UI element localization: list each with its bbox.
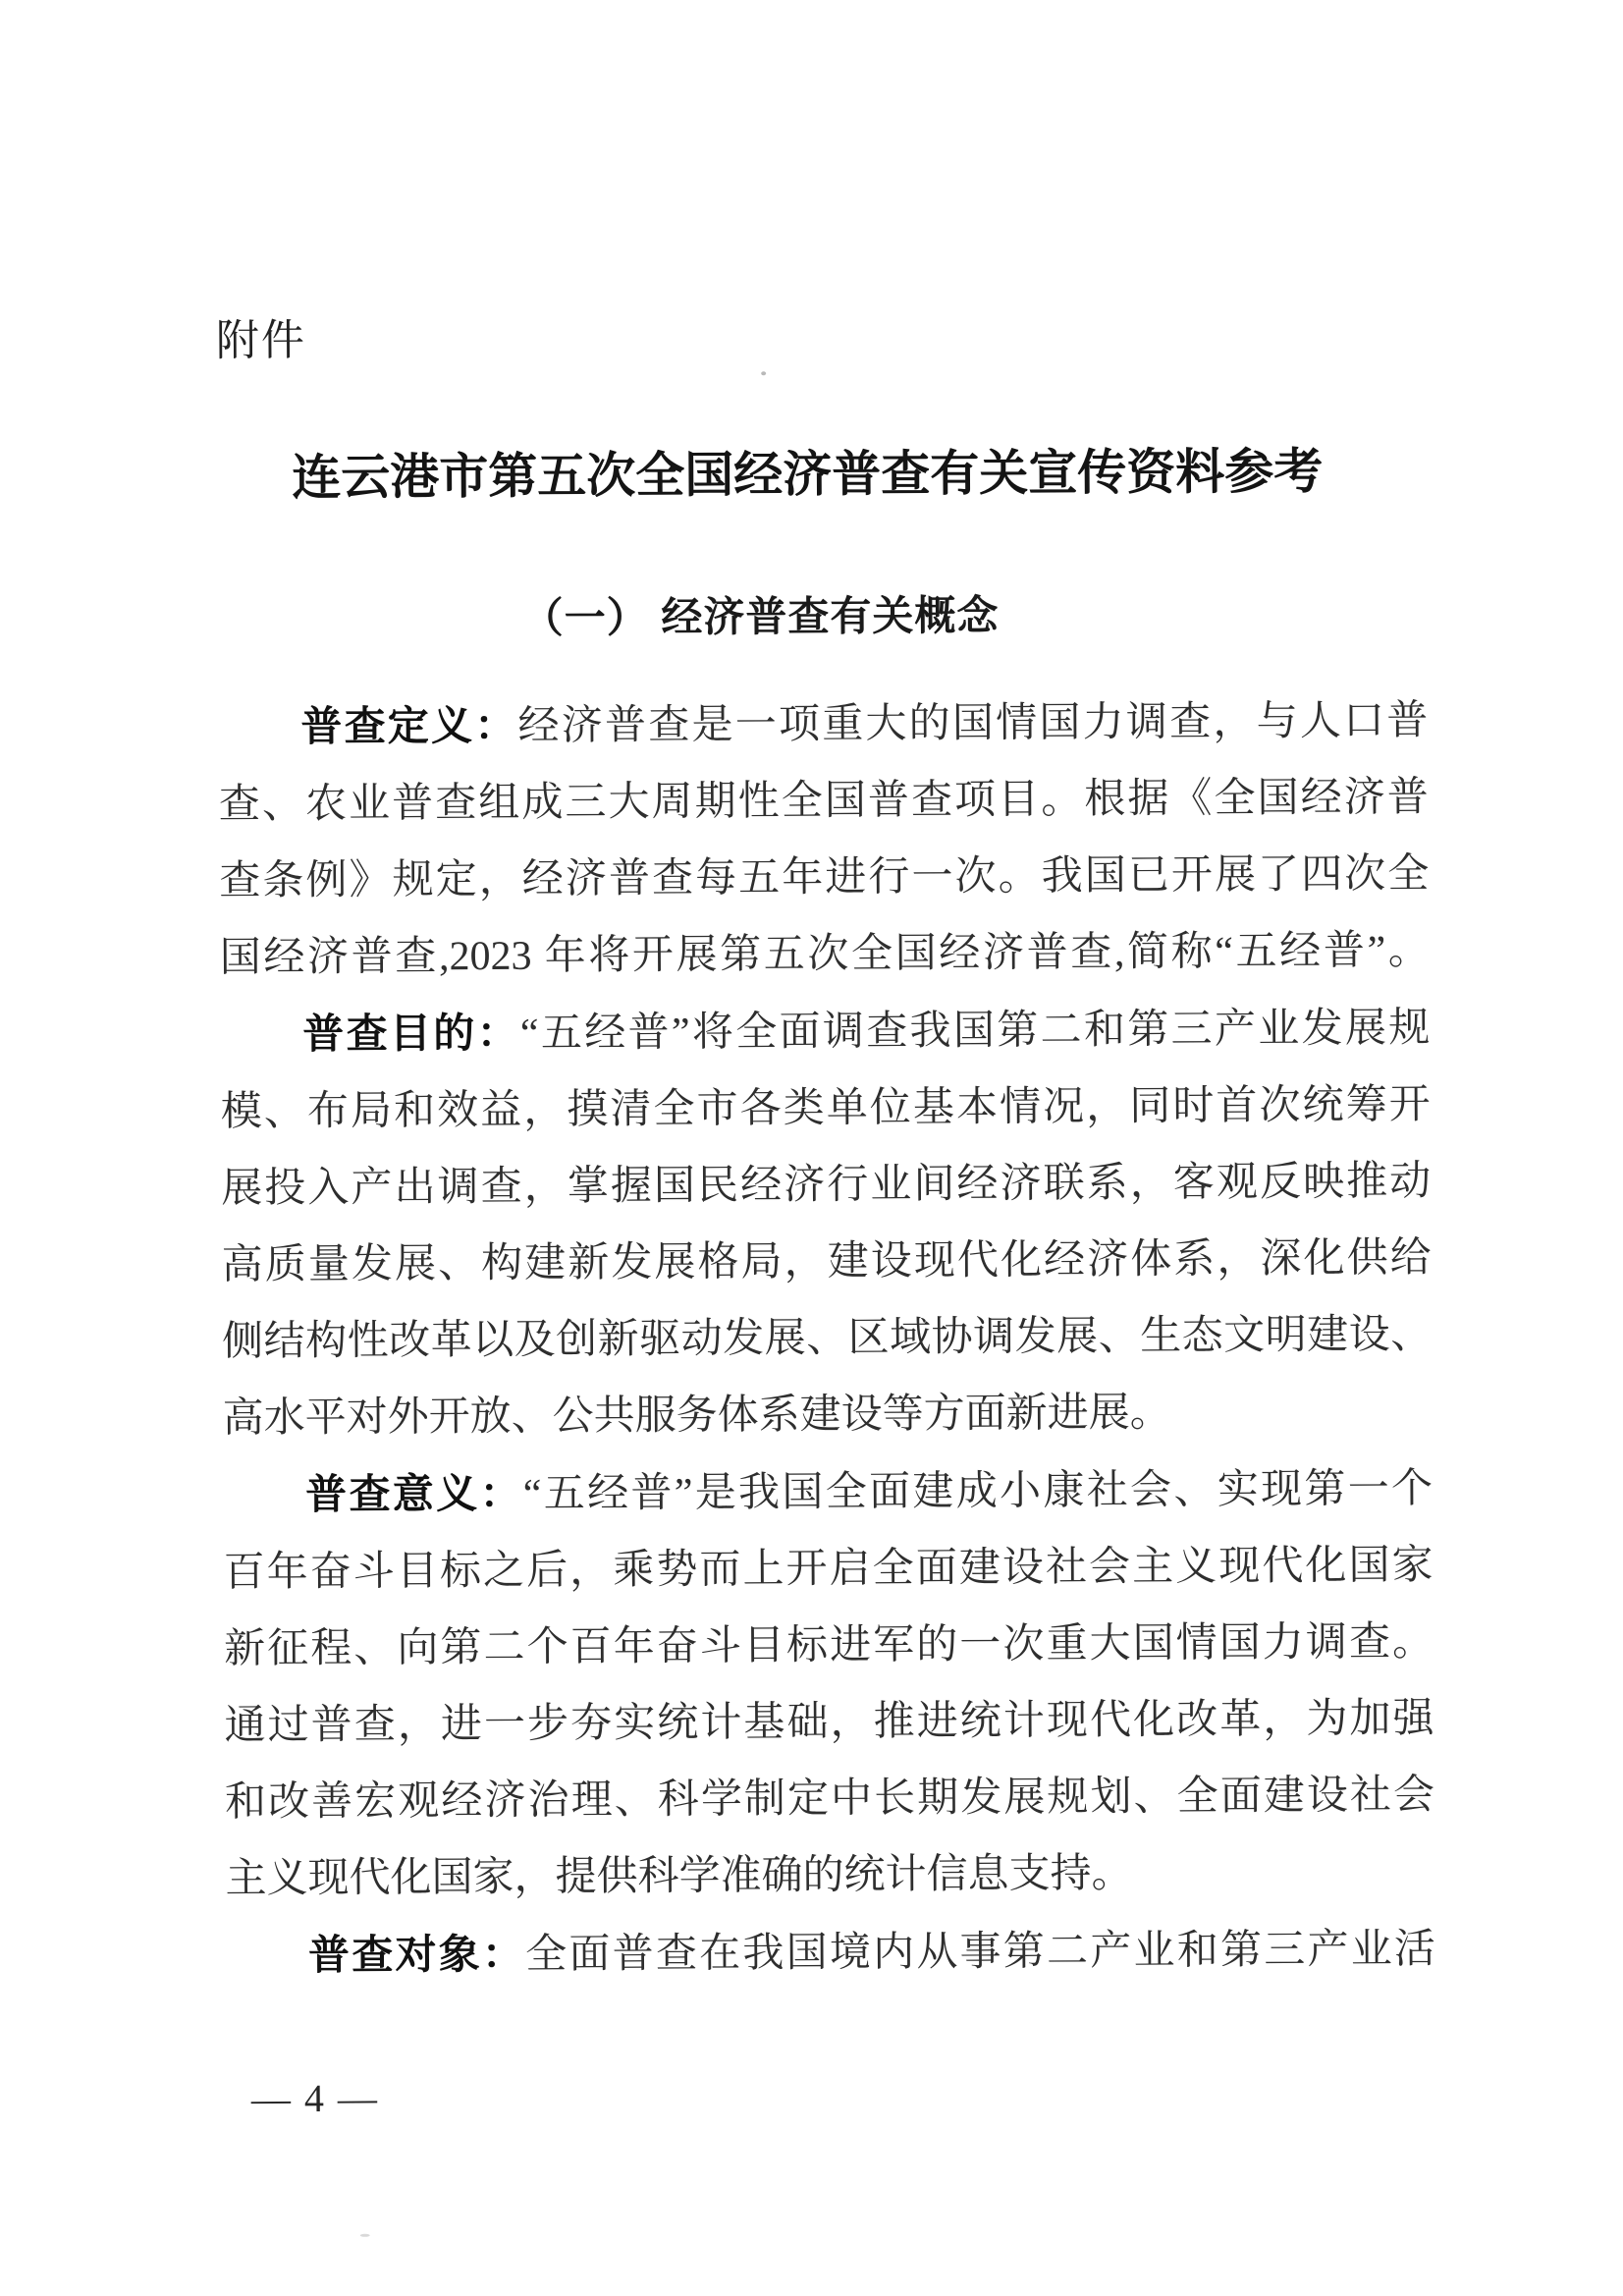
- scan-speck: [761, 371, 766, 375]
- body-line: [225, 1833, 1434, 1918]
- line-text: 展投入产出调查，掌握国民经济行业间经济联系，客观反映推动: [221, 1159, 1432, 1212]
- line-text: 查条例》规定，经济普查每五年进行一次。我国已开展了四次全: [219, 851, 1430, 904]
- line-text: 百年奋斗目标之后，乘势而上开启全面建设社会主义现代化国家: [223, 1543, 1434, 1596]
- line-text: 和改善宏观经济治理、科学制定中长期发展规划、全面建设社会: [224, 1773, 1435, 1826]
- body-text-block: [218, 682, 1435, 1995]
- line-text: 主义现代化国家，提供科学准确的统计信息支持。: [225, 1851, 1133, 1902]
- line-text: 全面普查在我国境内从事第二产业和第三产业活: [525, 1927, 1436, 1978]
- body-line: [219, 759, 1429, 844]
- body-line: [219, 836, 1429, 920]
- line-text: 模、布局和效益，摸清全市各类单位基本情况，同时首次统筹开: [220, 1082, 1431, 1135]
- line-text: 新征程、向第二个百年奋斗目标进军的一次重大国情国力调查。: [223, 1619, 1434, 1672]
- body-line: [221, 1066, 1431, 1151]
- line-text: 侧结构性改革以及创新驱动发展、区域协调发展、生态文明建设、: [222, 1312, 1433, 1365]
- line-text: 通过普查，进一步夯实统计基础，推进统计现代化改革，为加强: [224, 1696, 1434, 1749]
- line-text: 国经济普查,2023 年将开展第五次全国经济普查,简称“五经普”。: [219, 928, 1430, 981]
- body-line: [222, 1296, 1432, 1381]
- body-line: [218, 682, 1428, 767]
- body-line: [226, 1910, 1435, 1995]
- section-heading: （一） 经济普查有关概念: [521, 591, 1000, 641]
- body-line: [223, 1449, 1433, 1535]
- paragraph-label: 普查对象：: [307, 1930, 526, 1979]
- body-line: [220, 989, 1430, 1074]
- paragraph-label: 普查意义：: [305, 1469, 523, 1518]
- body-line: [221, 1143, 1431, 1228]
- body-line: [223, 1527, 1433, 1612]
- page-number: — 4 —: [250, 2075, 380, 2121]
- body-line: [225, 1757, 1434, 1841]
- line-text: “五经普”是我国全面建成小康社会、实现第一个: [522, 1466, 1434, 1517]
- body-line: [224, 1680, 1434, 1765]
- document-title: 连云港市第五次全国经济普查有关宣传资料参考: [292, 443, 1324, 506]
- line-text: “五经普”将全面调查我国第二和第三产业发展规: [519, 1006, 1431, 1057]
- body-line: [221, 1220, 1431, 1304]
- line-text: 高水平对外开放、公共服务体系建设等方面新进展。: [222, 1390, 1171, 1442]
- paragraph-label: 普查定义：: [300, 701, 518, 750]
- body-line: [224, 1604, 1434, 1688]
- attachment-label: 附件: [215, 316, 307, 365]
- line-text: 经济普查是一项重大的国情国力调查，与人口普: [517, 698, 1429, 749]
- body-line: [222, 1373, 1432, 1457]
- line-text: 查、农业普查组成三大周期性全国普查项目。根据《全国经济普: [218, 775, 1429, 828]
- paragraph-label: 普查目的：: [302, 1009, 521, 1058]
- body-line: [220, 912, 1430, 997]
- scan-speck: [360, 2234, 370, 2237]
- line-text: 高质量发展、构建新发展格局，建设现代化经济体系，深化供给: [221, 1235, 1432, 1288]
